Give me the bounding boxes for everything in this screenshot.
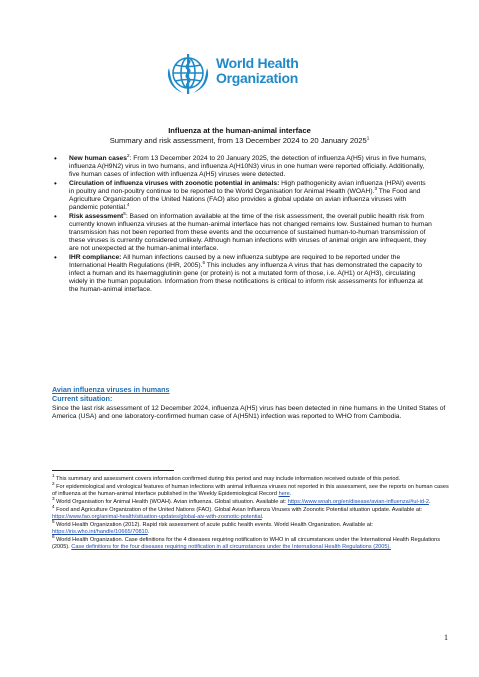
bullet-icon: • [54,178,57,188]
bullet-icon: • [54,211,57,221]
list-item: • IHR compliance: All human infections caused by a new influenza subtype are required to be reported under the International Health Regulations (IHR, 2005).$^6$ This includes any influenza A virus that has demonstrated the capacity to infect a human and its haemagglutinin gene (or protein) is not a mutated form of those, i.e. A(H1) or A(H3), circulating widely in the human population. Information from these notifications is critical to inform risk assessments for influenza at the human-animal interface. [54,252,423,293]
logo-line-2: Organization [216,70,298,86]
who-emblem-icon [163,48,213,98]
footnote: $^1$ This summary and assessment covers information confirmed during this period and may include information received outside of this period. [52,473,401,482]
footnote: $^2$ For epidemiological and virological features of human infections with animal influenza viruses not reported in this assessment, see the reports on human cases of influenza at the human-animal interface published in the Weekly Epidemiological Record here. [52,481,449,497]
document-title: Influenza at the human-animal interface [168,126,311,135]
section-subheading: Current situation: [52,394,113,403]
footnote-link[interactable]: https://www.fao.org/animal-health/situation-updates/global-aiv-with-zoonotic-potential [52,514,262,521]
footnote-link[interactable]: https://www.woah.org/en/disease/avian-influenza/#ui-id-2 [287,499,429,506]
footnote-link[interactable]: Case definitions for the four diseases requiring notification in all circumstances under the International Health Regulations (2005). [71,544,391,551]
who-logo [163,48,323,98]
footnotes [52,473,452,552]
footnote: $^4$ Food and Agriculture Organization of the United Nations (FAO). Global Avian Influenza Viruses with Zoonotic Potential situation update. Available at: https://www.fao.org/animal-health/situation-updates/global-aiv-with-zoonotic-potential. [52,504,423,521]
footnote-link[interactable]: https://iris.who.int/handle/10665/70810 [52,529,148,536]
list-item: • Circulation of influenza viruses with zoonotic potential in animals: High pathogenicity avian influenza (HPAI) events in poultry and non-poultry continue to be reported to the World Organisation for Animal Health (WOAH).$^3$ The Food and Agriculture Organization of the United Nations (FAO) also provides a global update on avian influenza viruses with pandemic potential.$^4$ [54,178,426,212]
footnote: $^5$ World Health Organization (2012). Rapid risk assessment of acute public health events. World Health Organization. Available at: https://iris.who.int/handle/10665/70810. [52,519,373,536]
list-item: • Risk assessment$^5$: Based on information available at the time of the risk assessment, the overall public health risk from currently known influenza viruses at the human-animal interface has not changed remains low. Sustained human to human transmission has not been reported from these events and the occurrence of sustained human-to-human transmission of these viruses is currently considered unlikely. Although human infections with viruses of animal origin are infrequent, they are not unexpected at the human-animal interface. [54,210,432,253]
logo-line-1: World Health [216,55,299,71]
key-points-list [52,152,432,295]
list-item: • New human cases$^2$: From 13 December 2024 to 20 January 2025, the detection of influenza A(H5) virus in five humans, influenza A(H9N2) virus in two humans, and influenza A(H10N3) virus in one human were reported officially. Additionally, five human cases of infection with influenza A(H5) viruses were detected. [54,152,427,179]
bullet-icon: • [54,154,57,163]
footnote: $^6$ World Health Organization. Case definitions for the 4 diseases requiring notification to WHO in all circumstances under the International Health Regulations (2005). Case definitions for the four diseases requiring notification in all circumstances under the International Health Regulations (2005). [52,534,441,551]
page-number: 1 [444,633,448,642]
document-subtitle: Summary and risk assessment, from 13 December 2024 to 20 January 2025$^1$ [109,135,370,145]
footnote: $^3$ World Organisation for Animal Health (WOAH). Avian influenza. Global situation. Available at: https://www.woah.org/en/disease/avian-influenza/#ui-id-2. [52,496,431,506]
footnote-divider [52,470,174,471]
footnote-link[interactable]: here [278,491,290,497]
bullet-icon: • [54,252,57,262]
section-heading[interactable]: Avian influenza viruses in humans [52,385,170,394]
section-paragraph: Since the last risk assessment of 12 December 2024, influenza A(H5) virus has been detected in nine humans in the United States of America (USA) and one laboratory-confirmed human case of A(H5N1) infection was reported to WHO from Cambodia. [52,405,446,421]
